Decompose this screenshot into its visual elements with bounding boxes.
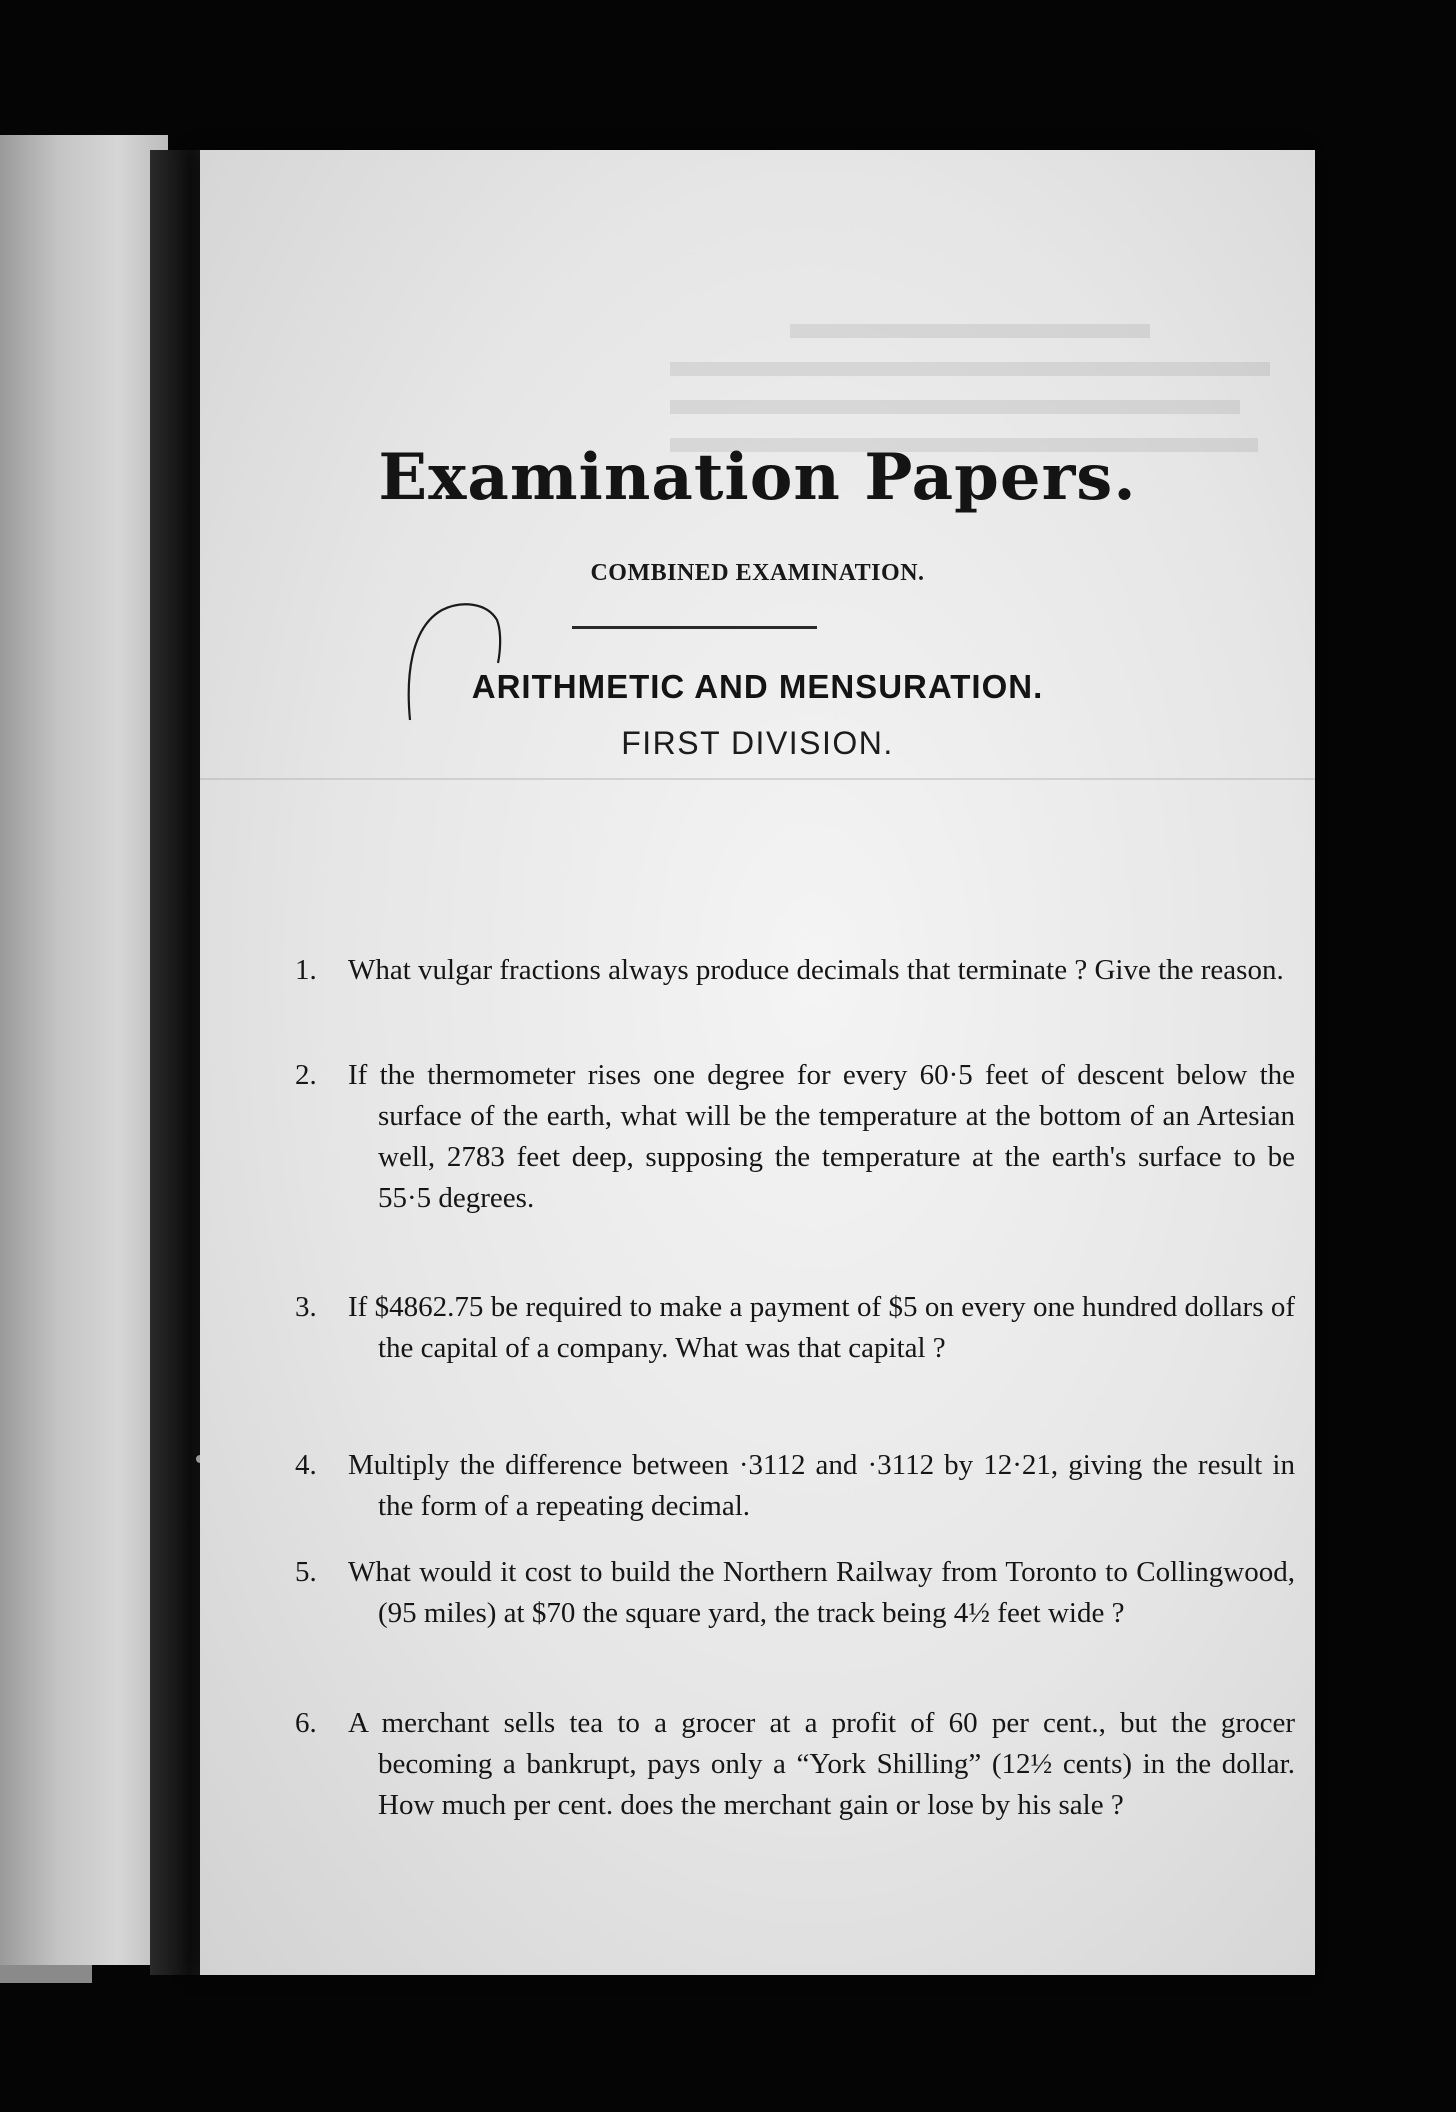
question-1 — [295, 950, 1295, 991]
question-3 — [295, 1287, 1295, 1369]
question-text: If $4862.75 be required to make a payment of $5 on every one hundred dollars of the capital of a company. What was that capital ? — [348, 1291, 1295, 1364]
left-page — [0, 135, 168, 1965]
divider-rule — [572, 626, 817, 629]
question-number: 5. — [295, 1556, 317, 1588]
page-title: Examination Papers. — [378, 440, 1137, 515]
question-number: 2. — [295, 1059, 317, 1091]
section-title: ARITHMETIC AND MENSURATION. — [471, 668, 1044, 705]
question-number: 3. — [295, 1291, 317, 1323]
question-text: What would it cost to build the Northern Railway from Toronto to Collingwood, (95 miles) at $70 the square yard, the track being 4½ feet wide ? — [348, 1556, 1295, 1629]
question-4 — [295, 1445, 1295, 1527]
question-number: 6. — [295, 1707, 317, 1739]
division-title: FIRST DIVISION. — [621, 725, 894, 761]
question-5 — [295, 1552, 1295, 1634]
question-2 — [295, 1055, 1295, 1219]
question-number: 1. — [295, 954, 317, 986]
exam-page — [200, 150, 1315, 1975]
question-number: 4. — [295, 1449, 317, 1481]
question-text: What vulgar fractions always produce decimals that terminate ? Give the reason. — [348, 954, 1284, 986]
exam-subheader: COMBINED EXAMINATION. — [590, 560, 925, 586]
question-text: If the thermometer rises one degree for every 60·5 feet of descent below the surface of the earth, what will be the temperature at the bottom of an Artesian well, 2783 feet deep, supposing the temperature at the earth's surface to be 55·5 degrees. — [348, 1059, 1295, 1214]
question-6 — [295, 1703, 1295, 1826]
left-page-edge — [0, 1965, 92, 1983]
fold-line — [200, 778, 1315, 780]
question-text: A merchant sells tea to a grocer at a profit of 60 per cent., but the grocer becoming a bankrupt, pays only a “York Shilling” (12½ cents) in the dollar. How much per cent. does the merchant gain or lose by his sale ? — [348, 1707, 1295, 1821]
question-text: Multiply the difference between ·3112 and ·3112 by 12·21, giving the result in the form of a repeating decimal. — [348, 1449, 1295, 1522]
